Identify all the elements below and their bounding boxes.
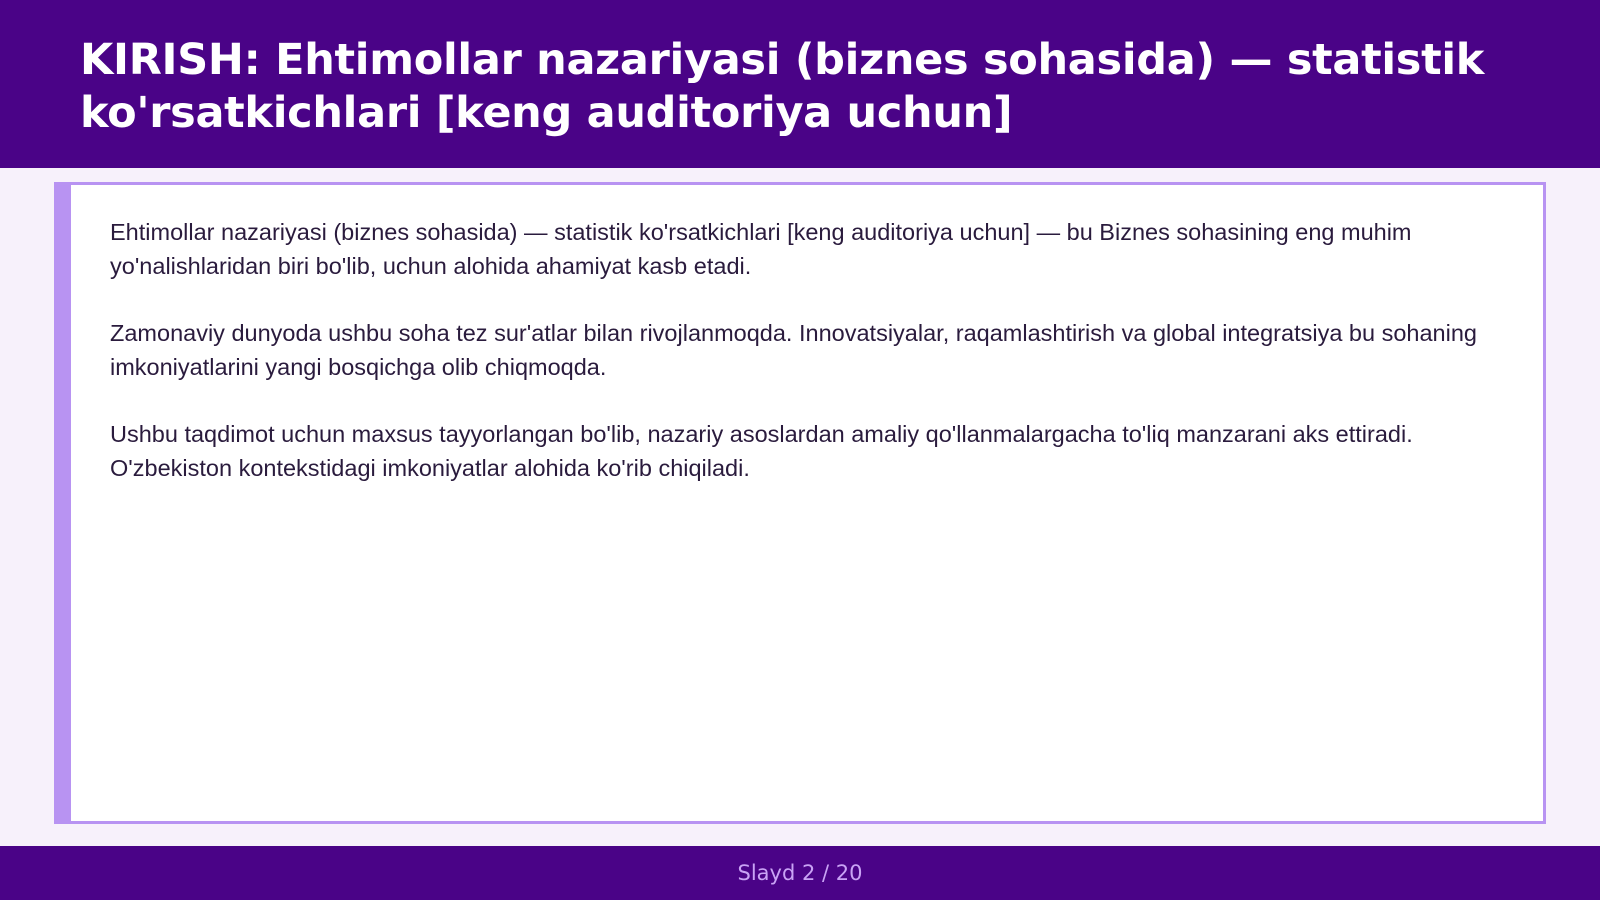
- footer-bar: [0, 846, 1600, 900]
- slide-counter: Slayd 2 / 20: [737, 861, 863, 885]
- slide-title: KIRISH: Ehtimollar nazariyasi (biznes sohasida) — statistik ko'rsatkichlari [keng auditoriya uchun]: [80, 35, 1485, 138]
- content-card: [54, 182, 1546, 824]
- modern-world-paragraph: Zamonaviy dunyoda ushbu soha tez sur'atlar bilan rivojlanmoqda. Innovatsiyalar, raqamlashtirish va global integratsiya bu sohaning imkoniyatlarini yangi bosqichga olib chiqmoqda.: [110, 320, 1477, 380]
- title-bar: [0, 0, 1600, 168]
- presentation-paragraph: Ushbu taqdimot uchun maxsus tayyorlangan bo'lib, nazariy asoslardan amaliy qo'llanmalargacha to'liq manzarani aks ettiradi. O'zbekiston kontekstidagi imkoniyatlar alohida ko'rib chiqiladi.: [110, 421, 1413, 481]
- intro-paragraph: Ehtimollar nazariyasi (biznes sohasida) — statistik ko'rsatkichlari [keng auditoriya uchun] — bu Biznes sohasining eng muhim yo'nalishlaridan biri bo'lib, uchun alohida ahamiyat kasb etadi.: [110, 219, 1412, 279]
